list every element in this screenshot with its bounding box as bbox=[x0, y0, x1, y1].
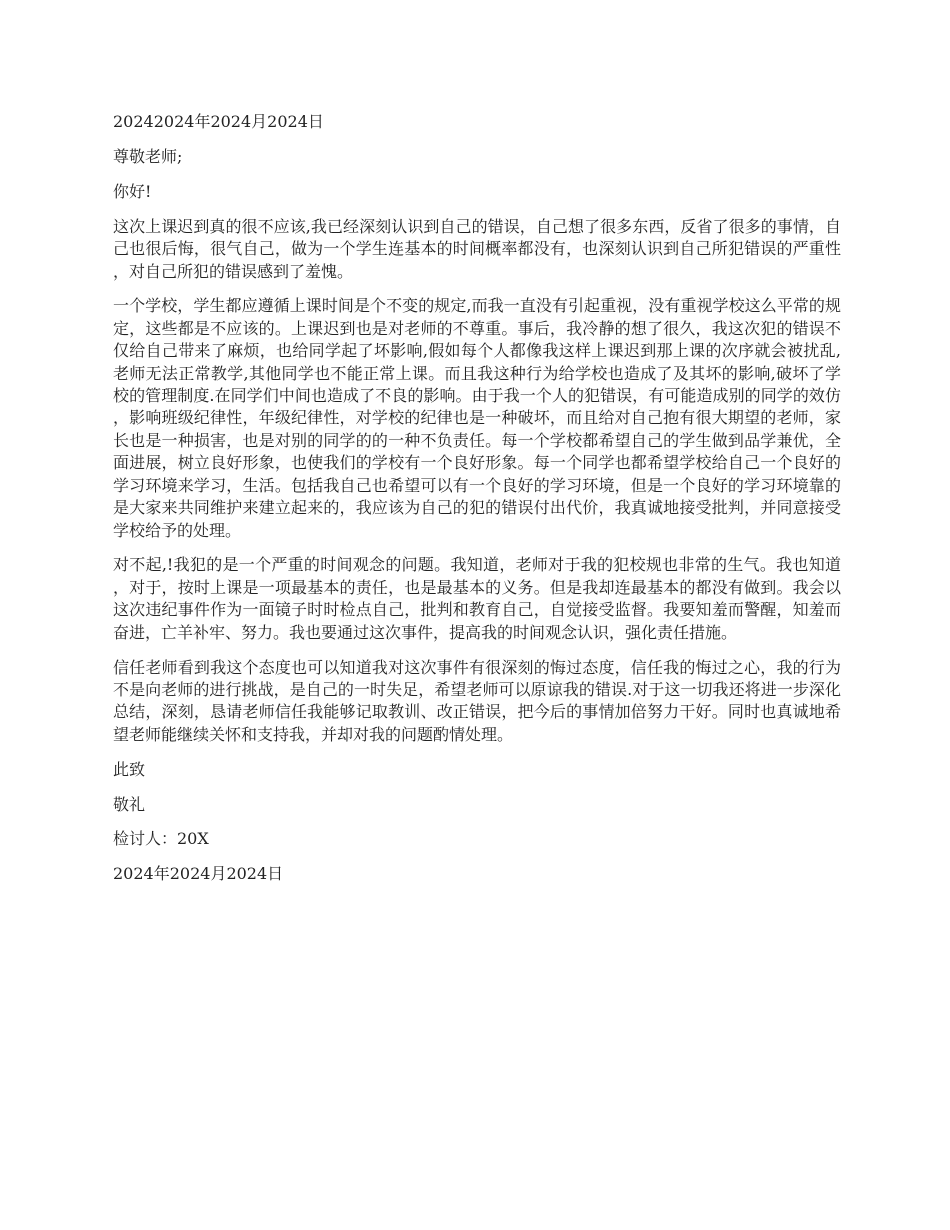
letter-paragraph-4: 信任老师看到我这个态度也可以知道我对这次事件有很深刻的悔过态度，信任我的悔过之心，我的行为不是向老师的进行挑战，是自己的一时失足，希望老师可以原谅我的错误.对于这一切我还将进一步深化总结，深刻，恳请老师信任我能够记取教训、改正错误，把今后的事情加倍努力干好。同时也真诚地希望老师能继续关怀和支持我，并却对我的问题酌情处理。 bbox=[113, 657, 841, 744]
letter-greeting: 你好! bbox=[113, 181, 152, 201]
letter-date-top: 20242024年2024月2024日 bbox=[113, 112, 324, 131]
letter-paragraph-3: 对不起,!我犯的是一个严重的时间观念的问题。我知道，老师对于我的犯校规也非常的生气。我也知道，对于，按时上课是一项最基本的责任，也是最基本的义务。但是我却连最基本的都没有做到。我会以这次违纪事件作为一面镜子时时检点自己，批判和教育自己，自觉接受监督。我要知羞而警醒，知羞而奋进，亡羊补牢、努力。我也要通过这次事件，提高我的时间观念认识，强化责任措施。 bbox=[113, 555, 841, 642]
letter-body bbox=[113, 111, 841, 898]
letter-date-bottom: 2024年2024月2024日 bbox=[113, 864, 284, 884]
letter-closing-2: 敬礼 bbox=[113, 794, 146, 814]
letter-signature: 检讨人：20X bbox=[113, 829, 209, 849]
letter-salutation: 尊敬老师; bbox=[113, 146, 183, 166]
letter-paragraph-2: 一个学校，学生都应遵循上课时间是个不变的规定,而我一直没有引起重视，没有重视学校这么平常的规定，这些都是不应该的。上课迟到也是对老师的不尊重。事后，我冷静的想了很久，我这次犯的错误不仅给自己带来了麻烦，也给同学起了坏影响,假如每个人都像我这样上课迟到那上课的次序就会被扰乱,老师无法正常教学,其他同学也不能正常上课。而且我这种行为给学校也造成了及其坏的影响,破坏了学校的管理制度.在同学们中间也造成了不良的影响。由于我一个人的犯错误，有可能造成别的同学的效仿，影响班级纪律性，年级纪律性，对学校的纪律也是一种破坏，而且给对自己抱有很大期望的老师，家长也是一种损害，也是对别的同学的的一种不负责任。每一个学校都希望自己的学生做到品学兼优，全面进展，树立良好形象，也使我们的学校有一个良好形象。每一个同学也都希望学校给自己一个良好的学习环境来学习，生活。包括我自己也希望可以有一个良好的学习环境，但是一个良好的学习环境靠的是大家来共同维护来建立起来的，我应该为自己的犯的错误付出代价，我真诚地接受批判，并同意接受学校给予的处理。 bbox=[113, 296, 841, 540]
letter-closing-1: 此致 bbox=[113, 759, 146, 779]
letter-paragraph-1: 这次上课迟到真的很不应该,我已经深刻认识到自己的错误，自己想了很多东西，反省了很多的事情，自己也很后悔，很气自己，做为一个学生连基本的时间概率都没有，也深刻认识到自己所犯错误的严重性，对自己所犯的错误感到了羞愧。 bbox=[113, 216, 841, 281]
